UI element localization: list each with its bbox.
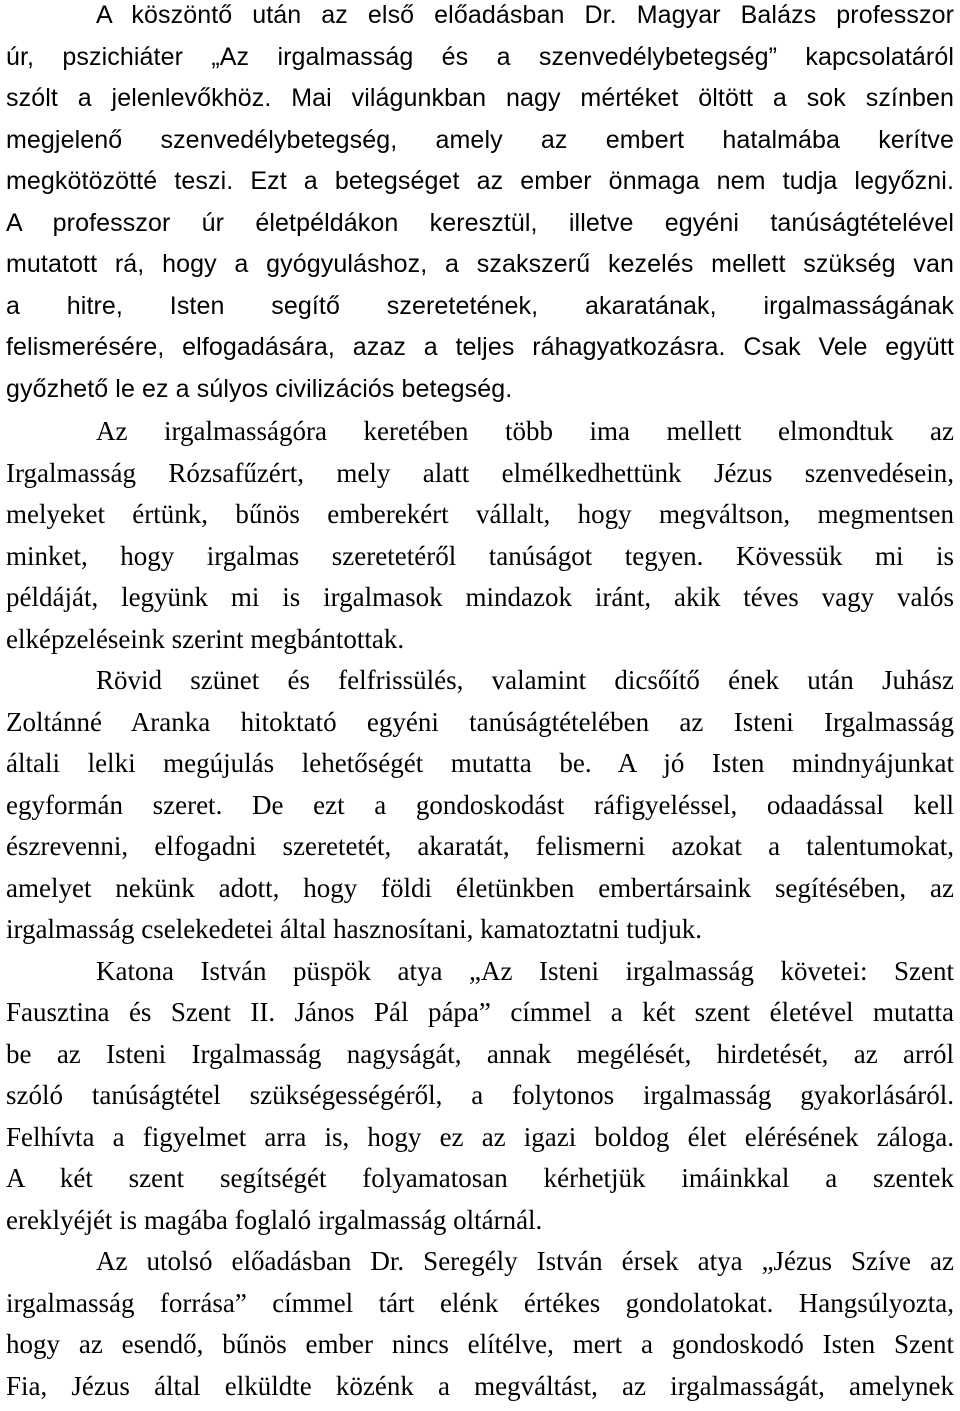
text-line: szóló tanúságtétel szükségességéről, a folytonos irgalmasság gyakorlásáról. [6, 1080, 954, 1110]
text-line: megkötözötté teszi. Ezt a betegséget az ember önmaga nem tudja legyőzni. [6, 167, 954, 195]
text-line: Fia, Jézus által elküldte közénk a megváltást, az irgalmasságát, amelynek [6, 1371, 954, 1401]
text-line: mutatott rá, hogy a gyógyuláshoz, a szakszerű kezelés mellett szükség van [6, 250, 954, 278]
text-line: észrevenni, elfogadni szeretetét, akaratát, felismerni azokat a talentumokat, [6, 831, 954, 861]
text-line: irgalmasság forrása” címmel tárt elénk értékes gondolatokat. Hangsúlyozta, [6, 1288, 954, 1318]
text-line: úr, pszichiáter „Az irgalmasság és a szenvedélybetegség” kapcsolatáról [6, 43, 954, 71]
text-line: be az Isteni Irgalmasság nagyságát, annak megélését, hirdetését, az arról [6, 1039, 954, 1069]
text-line: A professzor úr életpéldákon keresztül, illetve egyéni tanúságtételével [6, 209, 954, 237]
text-line: Az utolsó előadásban Dr. Seregély István érsek atya „Jézus Szíve az [96, 1246, 954, 1276]
text-line: Katona István püspök atya „Az Isteni irgalmasság követei: Szent [96, 956, 954, 986]
text-line: megjelenő szenvedélybetegség, amely az embert hatalmába kerítve [6, 126, 954, 154]
text-line: győzhető le ez a súlyos civilizációs betegség. [6, 375, 513, 403]
text-line: A két szent segítségét folyamatosan kérhetjük imáinkkal a szentek [6, 1163, 954, 1193]
text-line: példáját, legyünk mi is irgalmasok mindazok iránt, akik téves vagy valós [6, 582, 954, 612]
text-line: ereklyéjét is magába foglaló irgalmasság oltárnál. [6, 1205, 543, 1235]
text-line: elképzeléseink szerint megbántottak. [6, 624, 405, 654]
text-line: Rövid szünet és felfrissülés, valamint dicsőítő ének után Juhász [96, 665, 954, 695]
text-line: szólt a jelenlevőkhöz. Mai világunkban nagy mértéket öltött a sok színben [6, 84, 954, 112]
text-line: Az irgalmasságóra keretében több ima mellett elmondtuk az [96, 416, 954, 446]
text-line: általi lelki megújulás lehetőségét mutatta be. A jó Isten mindnyájunkat [6, 748, 954, 778]
text-line: felismerésére, elfogadására, azaz a teljes ráhagyatkozásra. Csak Vele együtt [6, 333, 954, 361]
text-line: minket, hogy irgalmas szeretetéről tanúságot tegyen. Kövessük mi is [6, 541, 954, 571]
text-line: amelyet nekünk adott, hogy földi életünkben embertársaink segítésében, az [6, 873, 954, 903]
text-line: Zoltánné Aranka hitoktató egyéni tanúságtételében az Isteni Irgalmasság [6, 707, 954, 737]
text-line: Irgalmasság Rózsafűzért, mely alatt elmélkedhettünk Jézus szenvedésein, [6, 458, 954, 488]
text-line: hogy az esendő, bűnös ember nincs elítélve, mert a gondoskodó Isten Szent [6, 1329, 954, 1359]
text-line: Felhívta a figyelmet arra is, hogy ez az igazi boldog élet elérésének záloga. [6, 1122, 954, 1152]
text-line: Fausztina és Szent II. János Pál pápa” címmel a két szent életével mutatta [6, 997, 954, 1027]
text-line: irgalmasság cselekedetei által hasznosítani, kamatoztatni tudjuk. [6, 914, 703, 944]
text-line: melyeket értünk, bűnös emberekért vállalt, hogy megváltson, megmentsen [6, 499, 954, 529]
text-line: a hitre, Isten segítő szeretetének, akaratának, irgalmasságának [6, 292, 954, 320]
text-line: egyformán szeret. De ezt a gondoskodást ráfigyeléssel, odaadással kell [6, 790, 954, 820]
text-line: A köszöntő után az első előadásban Dr. Magyar Balázs professzor [96, 1, 954, 29]
